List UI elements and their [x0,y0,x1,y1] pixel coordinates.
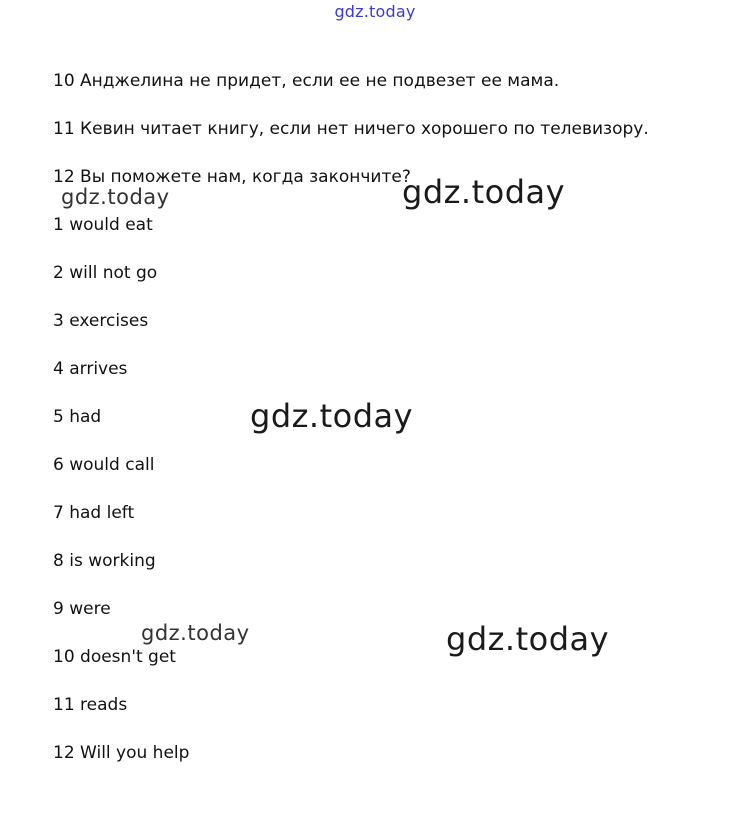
answer-line-11: 11 reads [53,695,128,715]
answer-line-6: 6 would call [53,455,155,475]
answer-line-7: 7 had left [53,503,135,523]
watermark-text: gdz.today [402,173,566,211]
answer-line-9: 9 were [53,599,111,619]
answer-line-3: 3 exercises [53,311,149,331]
translation-line-12: 12 Вы поможете нам, когда закончите? [53,167,411,187]
watermark-text: gdz.today [446,620,610,658]
watermark-text: gdz.today [141,621,250,645]
answer-line-4: 4 arrives [53,359,128,379]
answer-line-5: 5 had [53,407,102,427]
watermark-text: gdz.today [61,185,170,209]
answer-line-2: 2 will not go [53,263,158,283]
translation-line-10: 10 Анджелина не придет, если ее не подвезет ее мама. [53,71,560,91]
answer-line-8: 8 is working [53,551,156,571]
translation-line-11: 11 Кевин читает книгу, если нет ничего хорошего по телевизору. [53,119,649,139]
answer-line-12: 12 Will you help [53,743,190,763]
answer-line-1: 1 would eat [53,215,153,235]
answer-line-10: 10 doesn't get [53,647,176,667]
watermark-text: gdz.today [250,397,414,435]
header-watermark: gdz.today [334,2,416,21]
